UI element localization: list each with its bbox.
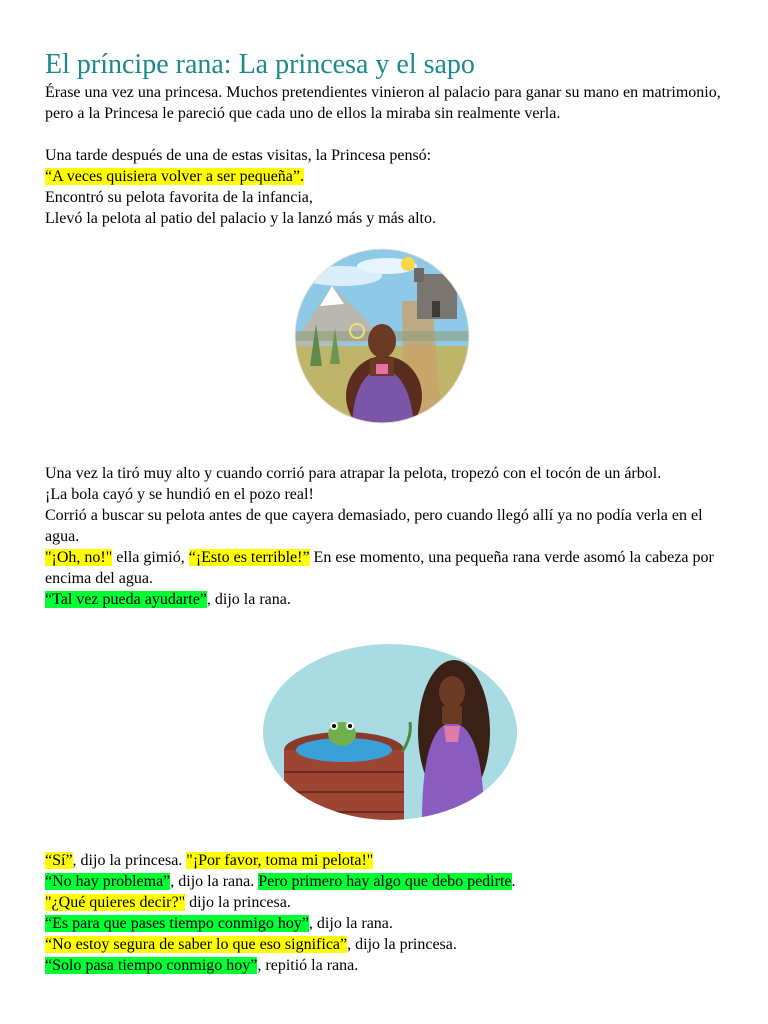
line-que-quieres (45, 892, 735, 913)
highlight-es-para: “Es para que pases tiempo conmigo hoy” (45, 915, 309, 932)
text-repitio: , repitió la rana. (257, 957, 359, 974)
line-corrio: Corrió a buscar su pelota antes de que cayera demasiado, pero cuando llegó allí ya no podía verla en el agua. (45, 507, 703, 545)
highlight-si: “Sí” (45, 852, 73, 869)
line-solo-pasa (45, 955, 735, 976)
highlight-por-favor: "¡Por favor, toma mi pelota!" (186, 852, 374, 869)
highlight-pero-primero: Pero primero hay algo que debo pedirte (258, 873, 512, 890)
line-bola: ¡La bola cayó y se hundió en el pozo real! (45, 486, 314, 503)
highlight-quote: “A veces quisiera volver a ser pequeña”. (45, 168, 304, 185)
highlight-no-hay: “No hay problema” (45, 873, 171, 890)
text-dijo-princesa-2: dijo la princesa. (185, 894, 291, 911)
frog-well-image (262, 642, 518, 822)
text-dijo-princesa-3: , dijo la princesa. (347, 936, 457, 953)
page-title: El príncipe rana: La princesa y el sapo (45, 49, 475, 80)
line-tiro: Una vez la tiró muy alto y cuando corrió para atrapar la pelota, tropezó con el tocón de un árbol. (45, 465, 662, 482)
illustration-princess-castle (45, 229, 735, 463)
text-rana-asomo: En ese momento, una pequeña rana verde asomó la cabeza por encima del agua. (45, 549, 714, 587)
line-encontro: Encontró su pelota favorita de la infancia, (45, 189, 313, 206)
text-gimio: ella gimió, (112, 549, 189, 566)
line-si (45, 850, 735, 871)
highlight-solo-pasa: “Solo pasa tiempo conmigo hoy” (45, 957, 258, 974)
line-oh-no (45, 547, 735, 589)
text-dijo-rana: , dijo la rana. (206, 591, 291, 608)
line-tarde: Una tarde después de una de estas visitas, la Princesa pensó: (45, 147, 432, 164)
highlight-que-quieres: "¿Qué quieres decir?" (45, 894, 186, 911)
highlight-tal-vez: “Tal vez pueda ayudarte” (45, 591, 207, 608)
text-dijo-princesa: , dijo la princesa. (72, 852, 187, 869)
text-dijo-rana-1: , dijo la rana. (170, 873, 259, 890)
line-es-para (45, 913, 735, 934)
line-llevo: Llevó la pelota al patio del palacio y la lanzó más y más alto. (45, 210, 436, 227)
illustration-frog-well (45, 610, 735, 850)
line-no-hay (45, 871, 735, 892)
page-content (45, 48, 735, 976)
text-period: . (511, 873, 516, 890)
line-tal-vez (45, 589, 735, 610)
line-no-estoy (45, 934, 735, 955)
line-quote-pequena (45, 166, 735, 187)
highlight-terrible: “¡Esto es terrible!” (188, 549, 310, 566)
highlight-oh-no: "¡Oh, no!" (45, 549, 113, 566)
princess-castle-image (292, 246, 472, 426)
text-dijo-rana-2: , dijo la rana. (308, 915, 393, 932)
highlight-no-estoy: “No estoy segura de saber lo que eso significa” (45, 936, 348, 953)
paragraph-intro: Érase una vez una princesa. Muchos pretendientes vinieron al palacio para ganar su mano en matrimonio, pero a la Princesa le pareció que cada uno de ellos la miraba sin realmente verla. (45, 84, 721, 122)
